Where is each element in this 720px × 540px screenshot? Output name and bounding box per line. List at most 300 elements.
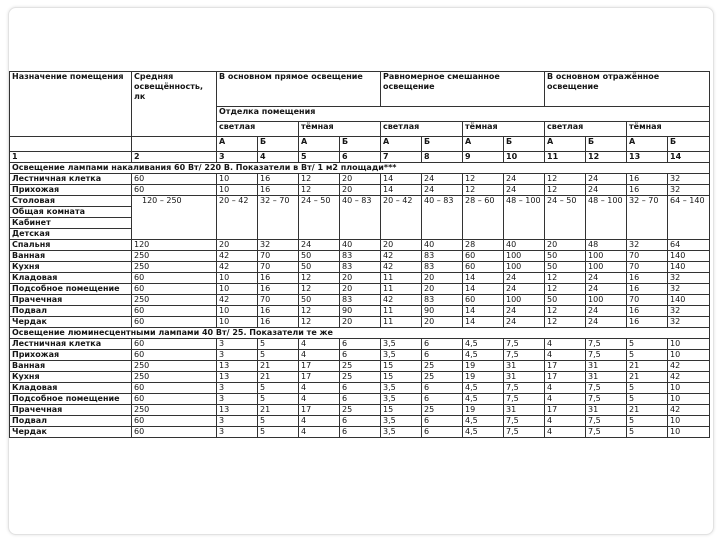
power-value: 32 – 70 [258, 196, 299, 240]
table-container [9, 71, 705, 438]
table-row [10, 196, 710, 207]
power-value: 15 [381, 361, 422, 372]
power-value: 17 [545, 405, 586, 416]
power-value: 12 [299, 317, 340, 328]
column-number: 1 [10, 152, 132, 163]
room-name: Прихожая [10, 185, 132, 196]
power-value: 20 [340, 284, 381, 295]
power-value: 140 [668, 295, 710, 306]
header-spacer [10, 137, 132, 152]
power-value: 5 [258, 339, 299, 350]
power-value: 14 [381, 185, 422, 196]
illuminance-value: 60 [132, 427, 217, 438]
power-value: 6 [422, 339, 463, 350]
power-value: 5 [258, 416, 299, 427]
power-value: 28 [463, 240, 504, 251]
power-value: 64 – 140 [668, 196, 710, 240]
room-name: Подсобное помещение [10, 284, 132, 295]
power-value: 24 [504, 185, 545, 196]
power-value: 40 – 83 [340, 196, 381, 240]
power-value: 12 [545, 185, 586, 196]
power-value: 90 [422, 306, 463, 317]
room-name: Подвал [10, 416, 132, 427]
power-value: 3 [217, 394, 258, 405]
power-value: 7,5 [504, 350, 545, 361]
room-name: Общая комната [10, 207, 132, 218]
column-number: 6 [340, 152, 381, 163]
power-value: 17 [545, 372, 586, 383]
power-value: 42 [668, 361, 710, 372]
power-value: 5 [627, 394, 668, 405]
room-name: Кладовая [10, 383, 132, 394]
power-value: 48 [586, 240, 627, 251]
power-value: 12 [299, 273, 340, 284]
power-value: 20 [422, 284, 463, 295]
header-col-b: Б [422, 137, 463, 152]
power-value: 24 – 50 [299, 196, 340, 240]
power-value: 100 [504, 262, 545, 273]
power-value: 20 [422, 317, 463, 328]
header-room: Назначение помещения [10, 72, 132, 137]
power-value: 32 [668, 174, 710, 185]
table-row [10, 284, 710, 295]
illuminance-value: 60 [132, 317, 217, 328]
power-value: 25 [340, 361, 381, 372]
power-value: 7,5 [586, 394, 627, 405]
power-value: 24 [504, 284, 545, 295]
power-value: 20 [545, 240, 586, 251]
room-name: Ванная [10, 251, 132, 262]
power-value: 12 [299, 185, 340, 196]
header-room-finish: Отделка помещения [217, 106, 710, 121]
power-value: 32 [668, 273, 710, 284]
power-value: 31 [586, 405, 627, 416]
power-value: 40 [504, 240, 545, 251]
power-value: 40 – 83 [422, 196, 463, 240]
power-value: 21 [627, 405, 668, 416]
power-value: 14 [463, 317, 504, 328]
power-value: 60 [463, 262, 504, 273]
power-value: 32 – 70 [627, 196, 668, 240]
column-number: 9 [463, 152, 504, 163]
power-value: 100 [504, 295, 545, 306]
power-value: 42 [381, 251, 422, 262]
power-value: 20 [217, 240, 258, 251]
power-value: 4,5 [463, 394, 504, 405]
power-value: 32 [668, 284, 710, 295]
power-value: 10 [668, 383, 710, 394]
power-value: 11 [381, 306, 422, 317]
power-value: 70 [258, 251, 299, 262]
power-value: 17 [545, 361, 586, 372]
power-value: 6 [340, 394, 381, 405]
power-value: 24 [586, 273, 627, 284]
power-value: 14 [463, 273, 504, 284]
table-row [10, 416, 710, 427]
power-value: 50 [299, 295, 340, 306]
power-value: 20 – 42 [381, 196, 422, 240]
header-direct-lighting: В основном прямое освещение [217, 72, 381, 107]
power-value: 16 [627, 317, 668, 328]
header-col-a: А [217, 137, 258, 152]
header-spacer [132, 137, 217, 152]
power-value: 21 [627, 372, 668, 383]
power-value: 24 [586, 174, 627, 185]
power-value: 13 [217, 372, 258, 383]
power-value: 25 [422, 372, 463, 383]
power-value: 20 – 42 [217, 196, 258, 240]
power-value: 42 [381, 295, 422, 306]
table-row [10, 262, 710, 273]
power-value: 5 [627, 427, 668, 438]
power-value: 3,5 [381, 339, 422, 350]
power-value: 12 [545, 284, 586, 295]
table-row [10, 240, 710, 251]
power-value: 40 [422, 240, 463, 251]
power-value: 42 [217, 262, 258, 273]
column-number: 7 [381, 152, 422, 163]
table-row [10, 427, 710, 438]
illuminance-value: 60 [132, 416, 217, 427]
power-value: 20 [340, 317, 381, 328]
power-value: 42 [381, 262, 422, 273]
power-value: 6 [340, 416, 381, 427]
power-value: 13 [217, 405, 258, 416]
power-value: 70 [258, 295, 299, 306]
power-value: 7,5 [504, 394, 545, 405]
power-value: 4,5 [463, 427, 504, 438]
power-value: 25 [340, 372, 381, 383]
section-title: Освещение лампами накаливания 60 Вт/ 220 В. Показатели в Вт/ 1 м2 площади*** [10, 163, 710, 174]
power-value: 3 [217, 339, 258, 350]
power-value: 13 [217, 361, 258, 372]
power-value: 12 [299, 174, 340, 185]
power-value: 6 [340, 427, 381, 438]
table-row [10, 174, 710, 185]
illuminance-value: 120 [132, 240, 217, 251]
power-value: 48 – 100 [586, 196, 627, 240]
column-number: 5 [299, 152, 340, 163]
column-number-row [10, 152, 710, 163]
power-value: 70 [627, 295, 668, 306]
power-value: 14 [381, 174, 422, 185]
power-value: 25 [422, 405, 463, 416]
power-value: 14 [463, 284, 504, 295]
power-value: 11 [381, 273, 422, 284]
column-number: 8 [422, 152, 463, 163]
power-value: 10 [217, 185, 258, 196]
power-value: 7,5 [504, 416, 545, 427]
power-value: 20 [422, 273, 463, 284]
power-value: 140 [668, 251, 710, 262]
power-value: 17 [299, 361, 340, 372]
power-value: 6 [340, 339, 381, 350]
power-value: 16 [627, 284, 668, 295]
room-name: Лестничная клетка [10, 339, 132, 350]
power-value: 6 [340, 383, 381, 394]
power-value: 4 [299, 394, 340, 405]
power-value: 12 [463, 174, 504, 185]
illuminance-value: 250 [132, 372, 217, 383]
power-value: 70 [627, 251, 668, 262]
power-value: 3 [217, 383, 258, 394]
power-value: 24 [422, 174, 463, 185]
table-row [10, 372, 710, 383]
power-value: 15 [381, 372, 422, 383]
room-name: Детская [10, 229, 132, 240]
power-value: 7,5 [586, 339, 627, 350]
illuminance-value: 250 [132, 262, 217, 273]
power-value: 16 [627, 273, 668, 284]
power-value: 83 [340, 295, 381, 306]
header-col-b: Б [586, 137, 627, 152]
power-value: 31 [586, 361, 627, 372]
power-value: 4 [299, 339, 340, 350]
header-col-b: Б [668, 137, 710, 152]
power-value: 12 [463, 185, 504, 196]
power-value: 6 [422, 416, 463, 427]
power-value: 3,5 [381, 383, 422, 394]
room-name: Столовая [10, 196, 132, 207]
power-value: 31 [586, 372, 627, 383]
header-light: светлая [381, 121, 463, 136]
column-number: 2 [132, 152, 217, 163]
power-value: 7,5 [504, 427, 545, 438]
header-dark: тёмная [463, 121, 545, 136]
header-dark: тёмная [299, 121, 381, 136]
power-value: 83 [340, 251, 381, 262]
power-value: 42 [668, 405, 710, 416]
header-illuminance: Средняя освещённость, лк [132, 72, 217, 137]
column-number: 13 [627, 152, 668, 163]
power-value: 4 [299, 383, 340, 394]
power-value: 5 [258, 350, 299, 361]
power-value: 24 [504, 174, 545, 185]
header-col-a: А [545, 137, 586, 152]
table-row [10, 394, 710, 405]
power-value: 11 [381, 317, 422, 328]
power-value: 4 [299, 427, 340, 438]
illuminance-value: 250 [132, 405, 217, 416]
power-value: 100 [504, 251, 545, 262]
power-value: 50 [545, 295, 586, 306]
power-value: 25 [340, 405, 381, 416]
illuminance-value: 250 [132, 295, 217, 306]
power-value: 3,5 [381, 416, 422, 427]
room-name: Подвал [10, 306, 132, 317]
room-name: Кабинет [10, 218, 132, 229]
power-value: 42 [217, 251, 258, 262]
room-name: Лестничная клетка [10, 174, 132, 185]
section-title: Освещение люминесцентными лампами 40 Вт/ 25. Показатели те же [10, 328, 710, 339]
power-value: 19 [463, 361, 504, 372]
power-value: 10 [668, 394, 710, 405]
table-row [10, 350, 710, 361]
illuminance-value: 60 [132, 339, 217, 350]
table-row [10, 317, 710, 328]
power-value: 40 [340, 240, 381, 251]
power-value: 20 [381, 240, 422, 251]
power-value: 10 [217, 306, 258, 317]
power-value: 60 [463, 251, 504, 262]
table-row [10, 405, 710, 416]
lighting-power-table [9, 71, 710, 438]
power-value: 24 – 50 [545, 196, 586, 240]
header-col-a: А [627, 137, 668, 152]
power-value: 10 [217, 273, 258, 284]
power-value: 4,5 [463, 416, 504, 427]
column-number: 4 [258, 152, 299, 163]
header-col-b: Б [504, 137, 545, 152]
power-value: 21 [258, 361, 299, 372]
table-row [10, 339, 710, 350]
power-value: 16 [258, 317, 299, 328]
power-value: 4 [545, 383, 586, 394]
power-value: 21 [258, 372, 299, 383]
power-value: 10 [668, 339, 710, 350]
illuminance-value: 250 [132, 251, 217, 262]
power-value: 24 [422, 185, 463, 196]
power-value: 31 [504, 372, 545, 383]
column-number: 12 [586, 152, 627, 163]
power-value: 7,5 [504, 383, 545, 394]
power-value: 7,5 [586, 416, 627, 427]
power-value: 4 [299, 350, 340, 361]
power-value: 64 [668, 240, 710, 251]
room-name: Прачечная [10, 405, 132, 416]
power-value: 12 [545, 174, 586, 185]
power-value: 5 [258, 383, 299, 394]
power-value: 5 [627, 416, 668, 427]
power-value: 50 [299, 262, 340, 273]
power-value: 3,5 [381, 427, 422, 438]
power-value: 50 [299, 251, 340, 262]
room-name: Кухня [10, 372, 132, 383]
table-row [10, 361, 710, 372]
power-value: 70 [258, 262, 299, 273]
section-fluorescent [10, 328, 710, 339]
power-value: 19 [463, 405, 504, 416]
power-value: 60 [463, 295, 504, 306]
power-value: 12 [545, 306, 586, 317]
power-value: 16 [627, 306, 668, 317]
column-number: 10 [504, 152, 545, 163]
power-value: 24 [586, 306, 627, 317]
power-value: 10 [668, 416, 710, 427]
power-value: 5 [627, 383, 668, 394]
power-value: 100 [586, 251, 627, 262]
power-value: 12 [299, 284, 340, 295]
room-name: Кладовая [10, 273, 132, 284]
power-value: 7,5 [586, 350, 627, 361]
power-value: 4 [545, 350, 586, 361]
header-col-a: А [299, 137, 340, 152]
table-row [10, 185, 710, 196]
power-value: 16 [258, 185, 299, 196]
power-value: 10 [668, 350, 710, 361]
power-value: 21 [627, 361, 668, 372]
power-value: 10 [217, 284, 258, 295]
header-col-b: Б [258, 137, 299, 152]
power-value: 32 [668, 317, 710, 328]
power-value: 14 [463, 306, 504, 317]
power-value: 6 [422, 394, 463, 405]
power-value: 6 [422, 427, 463, 438]
power-value: 100 [586, 295, 627, 306]
illuminance-value: 60 [132, 306, 217, 317]
power-value: 12 [545, 317, 586, 328]
illuminance-value: 60 [132, 185, 217, 196]
power-value: 3,5 [381, 394, 422, 405]
power-value: 4 [545, 416, 586, 427]
power-value: 3 [217, 416, 258, 427]
power-value: 5 [258, 394, 299, 405]
power-value: 20 [340, 273, 381, 284]
power-value: 6 [340, 350, 381, 361]
power-value: 10 [217, 174, 258, 185]
power-value: 24 [504, 273, 545, 284]
power-value: 70 [627, 262, 668, 273]
column-number: 3 [217, 152, 258, 163]
header-light: светлая [217, 121, 299, 136]
power-value: 25 [422, 361, 463, 372]
power-value: 20 [340, 174, 381, 185]
room-name: Прачечная [10, 295, 132, 306]
power-value: 24 [586, 185, 627, 196]
table-row [10, 383, 710, 394]
power-value: 83 [340, 262, 381, 273]
power-value: 7,5 [586, 383, 627, 394]
power-value: 4,5 [463, 383, 504, 394]
power-value: 3 [217, 427, 258, 438]
header-col-a: А [463, 137, 504, 152]
room-name: Прихожая [10, 350, 132, 361]
illuminance-value: 60 [132, 383, 217, 394]
table-row [10, 251, 710, 262]
power-value: 15 [381, 405, 422, 416]
illuminance-value: 60 [132, 394, 217, 405]
power-value: 42 [217, 295, 258, 306]
power-value: 6 [422, 383, 463, 394]
illuminance-value: 120 – 250 [132, 196, 217, 240]
power-value: 4 [299, 416, 340, 427]
column-number: 14 [668, 152, 710, 163]
room-name: Ванная [10, 361, 132, 372]
power-value: 4 [545, 427, 586, 438]
power-value: 140 [668, 262, 710, 273]
power-value: 7,5 [586, 427, 627, 438]
power-value: 19 [463, 372, 504, 383]
power-value: 4,5 [463, 350, 504, 361]
illuminance-value: 250 [132, 361, 217, 372]
power-value: 5 [627, 350, 668, 361]
illuminance-value: 60 [132, 174, 217, 185]
room-name: Спальня [10, 240, 132, 251]
section-incandescent [10, 163, 710, 174]
header-uniform-lighting: Равномерное смешанное освещение [381, 72, 545, 107]
header-col-b: Б [340, 137, 381, 152]
power-value: 100 [586, 262, 627, 273]
header-col-a: А [381, 137, 422, 152]
room-name: Чердак [10, 317, 132, 328]
power-value: 16 [258, 306, 299, 317]
table-row [10, 273, 710, 284]
power-value: 32 [627, 240, 668, 251]
power-value: 28 – 60 [463, 196, 504, 240]
power-value: 3,5 [381, 350, 422, 361]
power-value: 24 [586, 284, 627, 295]
power-value: 90 [340, 306, 381, 317]
